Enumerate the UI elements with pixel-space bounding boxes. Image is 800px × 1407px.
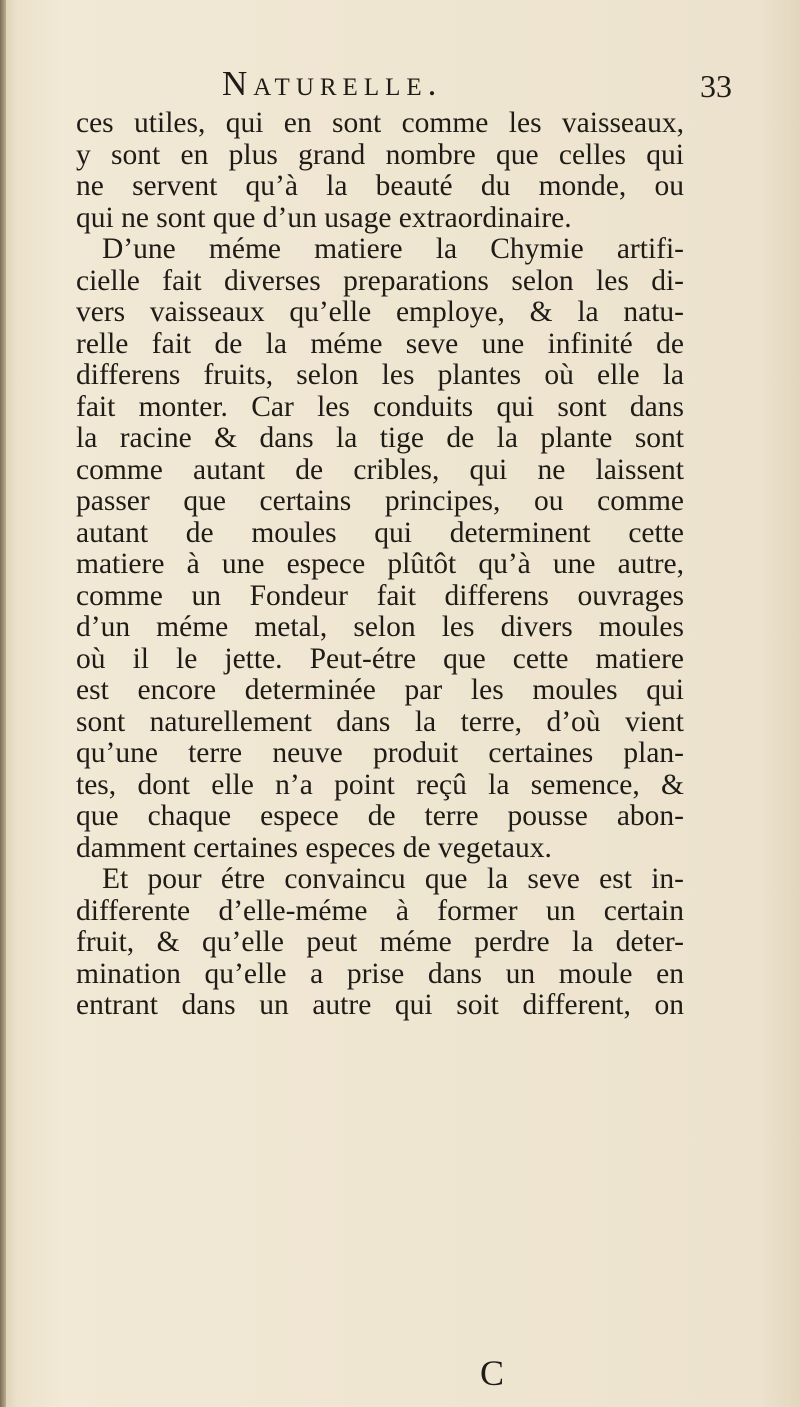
text-line: mination qu’elle a prise dans un moule en (76, 957, 684, 990)
text-line: cielle fait diverses preparations selon les di- (76, 264, 684, 297)
text-line: tes, dont elle n’a point reçû la semence, & (76, 768, 684, 801)
text-line: qui ne sont que d’un usage extraordinaire. (76, 201, 572, 234)
text-line: où il le jette. Peut-étre que cette matiere (76, 642, 684, 675)
signature-mark: C (480, 1353, 505, 1393)
body-text (76, 108, 684, 1022)
page-gutter-edge (0, 0, 6, 1407)
text-line: damment certaines especes de vegetaux. (76, 831, 552, 864)
text-line: d’un méme metal, selon les divers moules (76, 611, 684, 643)
text-line: ne servent qu’à la beauté du monde, ou (76, 170, 684, 202)
text-line: est encore determinée par les moules qui (76, 674, 684, 706)
text-line: passer que certains principes, ou comme (76, 485, 684, 517)
text-line: sont naturellement dans la terre, d’où vient (76, 705, 684, 738)
text-line: D’une méme matiere la Chymie artifi- (102, 233, 684, 265)
text-line: y sont en plus grand nombre que celles qui (76, 138, 684, 171)
running-title: Naturelle. (222, 64, 443, 103)
text-line: differens fruits, selon les plantes où elle la (76, 359, 684, 391)
text-line: relle fait de la méme seve une infinité de (76, 327, 684, 360)
text-line: vers vaisseaux qu’elle employe, & la natu- (76, 296, 684, 328)
text-line: comme autant de cribles, qui ne laissent (76, 453, 684, 486)
text-line: qu’une terre neuve produit certaines plan- (76, 737, 684, 769)
text-line: que chaque espece de terre pousse abon- (76, 800, 684, 832)
text-line: matiere à une espece plûtôt qu’à une autre, (76, 548, 684, 580)
page-number: 33 (700, 68, 732, 104)
text-line: entrant dans un autre qui soit different, on (76, 989, 684, 1021)
text-line: comme un Fondeur fait differens ouvrages (76, 579, 684, 612)
text-line: fait monter. Car les conduits qui sont dans (76, 390, 684, 423)
text-line: ces utiles, qui en sont comme les vaisseaux, (76, 107, 684, 139)
text-line: la racine & dans la tige de la plante sont (76, 422, 684, 454)
text-line: differente d’elle-méme à former un certain (76, 894, 684, 927)
text-line: autant de moules qui determinent cette (76, 516, 684, 549)
text-line: Et pour étre convaincu que la seve est in- (102, 863, 684, 895)
text-line: fruit, & qu’elle peut méme perdre la deter- (76, 926, 684, 958)
